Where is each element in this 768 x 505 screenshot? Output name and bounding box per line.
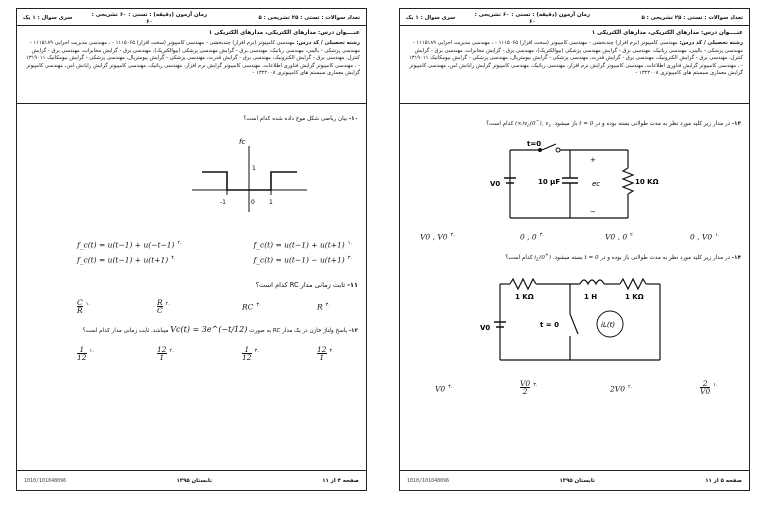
course-label: عنــــوان درس: [318,30,360,36]
option-fraction [700,380,710,395]
frac-num: 12 [317,345,327,354]
question-number: ۱۲- [348,328,358,334]
r2-label: 1 KΩ [625,293,644,301]
question-text: بیان ریاضی شکل موج داده شده کدام است؟ [243,116,348,122]
page-footer [400,470,749,490]
question-number: ۱۴- [731,254,741,261]
switch-label: t=0 [527,140,542,148]
exam-time: زمان آزمون (دقیقه) : تستی : ۶۰ تشریحی : ۶۰ [474,11,591,25]
question-text: ثابت زمانی مدار RC کدام است؟ [255,281,346,289]
q12-option-2[interactable] [157,346,174,361]
field-label: رشته تحصیلی / کد درس: [296,40,360,47]
option-fraction [157,299,163,314]
question-text: پاسخ ولتاژ خازن در یک مدار RC به صورت [249,328,348,334]
capacitor-label: 10 µF [538,178,561,186]
plus-sign: + [590,156,596,164]
graph-ylabel: fc [239,138,246,146]
q14-option-3[interactable] [520,380,537,395]
course-row [23,30,360,37]
frac-den: R [77,306,83,315]
question-formula: Vc(t) = 3e^(−t/12) [170,325,248,334]
graph-xneg: -1 [220,199,226,206]
r1-label: 1 KΩ [515,293,534,301]
question-number: ۱۱- [347,281,358,289]
option-expr: V0 , 0 [605,232,628,242]
course-row [406,30,743,37]
question-text-after: میباشد. ثابت زمانی مدار کدام است؟ [82,328,169,334]
frac-den: 1 [319,353,325,362]
option-expr: V0 [435,384,446,394]
question-series: سری سوال : ۱ یک [23,15,73,22]
switch-blade [542,144,556,150]
option-expr: f_c(t) = u(t−1) + u(t+1) [253,240,345,250]
inductor-label: 1 H [584,293,598,301]
circuit-q14 [480,272,680,368]
page-body [17,104,366,470]
q11-option-1[interactable] [77,299,90,314]
q10-option-1[interactable] [254,240,352,250]
question-count: تعداد سوالات : تستی : ۲۵ تشریحی : ۵ [258,15,360,22]
frac-num: C [77,298,83,307]
inductor-coil [580,280,604,284]
q12-option-3[interactable] [242,346,259,361]
header-top-row [17,13,366,26]
page-footer [17,470,366,490]
resistor-zigzag [623,168,633,194]
field-value: مهندسی کامپیوتر (نرم افزار) چندبخشی - مهندسی کامپیوتر (سخت افزار) ۱۱۱۵۰۶۵ - ، مهندسی مدیریت اجرایی ۱۱۱۵۱۸۹ - مهندسی پزشکی - بالینی، مهندسی رباتیک، مهندسی برق - گرایش مهندسی پزشکی (بیوالکتریک)، مهندسی برق - گرایش مخابرات، مهندسی برق - گرایش کنترل، مهندسی برق - گرایش الکترونیک، مهندسی برق - گرایش قدرت، مهندسی پزشکی - گرایش بیومتریال، مهندسی پزشکی - گرایش بیومکانیک ۱۳۱۹۰۱۱ - ، مهندسی کامپیوتر گرایش فناوری اطلاعات، مهندسی کامپیوتر گرایش نرم افزار، مهندسی رباتیک، مهندسی کامپیوتر گرایش رایانش امن، مهندسی کامپیوتر گرایش معماری سیستم های کامپیوتری ۱۳۲۲۰۰۸ - [25,40,360,77]
question-ask: کدام است؟ [486,120,514,127]
graph-origin: 0 [251,199,255,206]
option-fraction [77,299,83,314]
option-number: ۳. [256,302,261,308]
option-fraction [157,346,167,361]
q11-option-3[interactable] [242,302,261,312]
question-t0: t = 0 [584,254,599,261]
waveform-graph [187,134,317,219]
source-label: V0 [480,324,491,332]
exam-code: 1010/101048096 [24,477,67,484]
q13-option-1[interactable] [690,232,719,242]
option-expr: R [317,302,323,312]
course-label: عنــــوان درس: [701,30,743,36]
field-row [406,40,743,77]
course-value: مدارهای الکتریکی، مدارهای الکتریکی ۱ [591,30,700,36]
question-series: سری سوال : ۱ یک [406,15,456,22]
option-fraction [317,346,327,361]
option-number: ۳. [539,232,544,238]
q12-option-1[interactable] [77,346,94,361]
option-number: ۳. [533,382,538,388]
q14-option-2[interactable] [610,384,632,394]
option-fraction [77,346,87,361]
circuit-q13 [490,138,659,224]
option-number: ۱. [85,301,91,307]
question-ask: کدام است؟ [505,254,533,261]
option-fraction [242,346,252,361]
q14-option-4[interactable] [435,384,452,394]
q10-option-2[interactable] [77,240,182,250]
minus-sign: − [590,208,596,216]
q14-option-1[interactable] [700,380,717,395]
frac-den: 2 [522,387,528,396]
q10-option-3[interactable] [254,255,352,265]
q13-option-4[interactable] [420,232,455,242]
option-number: ۴. [171,255,176,261]
frac-den: C [157,306,163,315]
frac-num: 2 [702,379,708,388]
page-number: صفحه ۴ از ۱۱ [322,477,359,484]
header-top-row [400,13,749,26]
question-text-mid: بسته میشود. [552,254,583,261]
exam-season: تابستان ۱۳۹۵ [176,477,212,484]
option-number: ۲. [165,301,171,307]
q13-option-2[interactable] [605,232,634,242]
exam-time: زمان آزمون (دقیقه) : تستی : ۶۰ تشریحی : ۶۰ [91,11,208,25]
frac-num: 1 [79,345,85,354]
option-number: ۳. [347,255,352,261]
exam-page-right [399,8,750,491]
question-count: تعداد سوالات : تستی : ۲۵ تشریحی : ۵ [641,15,743,22]
page-header [400,9,749,104]
frac-den: 1 [159,353,165,362]
option-expr: 0 , V0 [690,232,713,242]
option-number: ۱. [713,382,718,388]
page-header [17,9,366,104]
option-number: ۲. [630,232,635,238]
question-10 [28,116,358,123]
frac-num: 1 [244,345,250,354]
option-expr: f_c(t) = u(t−1) + u(t+1) [77,255,169,265]
source-label: V0 [490,180,501,188]
question-t0: t = 0 [579,120,594,127]
question-text-mid: باز میشود. [552,120,578,127]
switch-label: t = 0 [540,321,559,329]
option-number: ۱. [347,240,352,246]
option-number: ۲. [627,384,633,390]
option-number: ۱. [89,348,94,354]
option-number: ۴. [329,348,334,354]
frac-den: V0 [700,387,711,396]
frac-den: 12 [242,353,252,362]
current-label: iL(t) [601,321,616,329]
question-13: ۱۳- در مدار زیر کلید مورد نظر به مدت طولانی بسته بوده و در t = 0 باز میشود. $v_c(0^-)$, $v_c(\infty)$ کدام است؟ [486,119,741,129]
frac-num: R [157,298,163,307]
option-expr: f_c(t) = u(t−1) − u(t+1) [253,255,345,265]
q12-option-4[interactable] [317,346,334,361]
field-row [23,40,360,77]
exam-page-left [16,8,367,491]
option-number: ۴. [448,384,453,390]
resistor-label: 10 KΩ [635,178,659,186]
question-14: ۱۴- در مدار زیر کلید مورد نظر به مدت طولانی باز بوده و در t = 0 بسته میشود. $i_L(0^+)$ کدام است؟ [505,253,741,263]
question-text: در مدار زیر کلید مورد نظر به مدت طولانی بسته بوده و در [595,120,731,127]
graph-ytick: 1 [252,165,256,172]
exam-season: تابستان ۱۳۹۵ [559,477,595,484]
field-value: مهندسی کامپیوتر (نرم افزار) چندبخشی - مهندسی کامپیوتر (سخت افزار) ۱۱۱۵۰۶۵ - ، مهندسی مدیریت اجرایی ۱۱۱۵۱۸۹ - مهندسی پزشکی - بالینی، مهندسی رباتیک، مهندسی برق - گرایش مهندسی پزشکی (بیوالکتریک)، مهندسی برق - گرایش مخابرات، مهندسی برق - گرایش کنترل، مهندسی برق - گرایش الکترونیک، مهندسی برق - گرایش قدرت، مهندسی پزشکی - گرایش بیومتریال، مهندسی پزشکی - گرایش بیومکانیک ۱۳۱۹۰۱۱ - ، مهندسی کامپیوتر گرایش فناوری اطلاعات، مهندسی کامپیوتر گرایش نرم افزار، مهندسی رباتیک، مهندسی کامپیوتر گرایش رایانش امن، مهندسی کامپیوتر گرایش معماری سیستم های کامپیوتری ۱۳۲۲۰۰۸ - [408,40,743,77]
option-fraction [520,380,530,395]
option-number: ۴. [325,302,330,308]
option-expr: f_c(t) = u(t−1) + u(−t−1) [77,240,175,250]
option-number: ۴. [450,232,455,238]
option-number: ۱. [715,232,720,238]
q11-option-4[interactable] [317,302,330,312]
option-number: ۲. [177,240,182,246]
option-expr: 2V0 [610,384,625,394]
field-label: رشته تحصیلی / کد درس: [679,40,743,47]
exam-code: 1010/101048096 [407,477,450,484]
node-label: ec [592,180,601,188]
question-12 [28,326,358,335]
graph-xpos: 1 [269,199,273,206]
resistor-2-zigzag [620,279,646,289]
page-body [400,104,749,470]
option-expr: 0 , 0 [520,232,537,242]
page-number: صفحه ۵ از ۱۱ [705,477,742,484]
option-number: ۳. [254,348,259,354]
switch-blade [570,314,578,334]
option-expr: V0 , V0 [420,232,448,242]
question-11 [28,282,358,289]
frac-num: 12 [157,345,167,354]
course-value: مدارهای الکتریکی، مدارهای الکتریکی ۱ [208,30,317,36]
resistor-1-zigzag [510,279,536,289]
q13-option-3[interactable] [520,232,544,242]
question-text: در مدار زیر کلید مورد نظر به مدت طولانی باز بوده و در [600,254,731,261]
frac-num: V0 [520,379,531,388]
frac-den: 12 [77,353,87,362]
option-expr: RC [242,302,254,312]
q11-option-2[interactable] [157,299,170,314]
q10-option-4[interactable] [77,255,175,265]
question-number: ۱۳- [731,120,741,127]
option-number: ۲. [169,348,174,354]
question-number: ۱۰- [348,116,358,122]
